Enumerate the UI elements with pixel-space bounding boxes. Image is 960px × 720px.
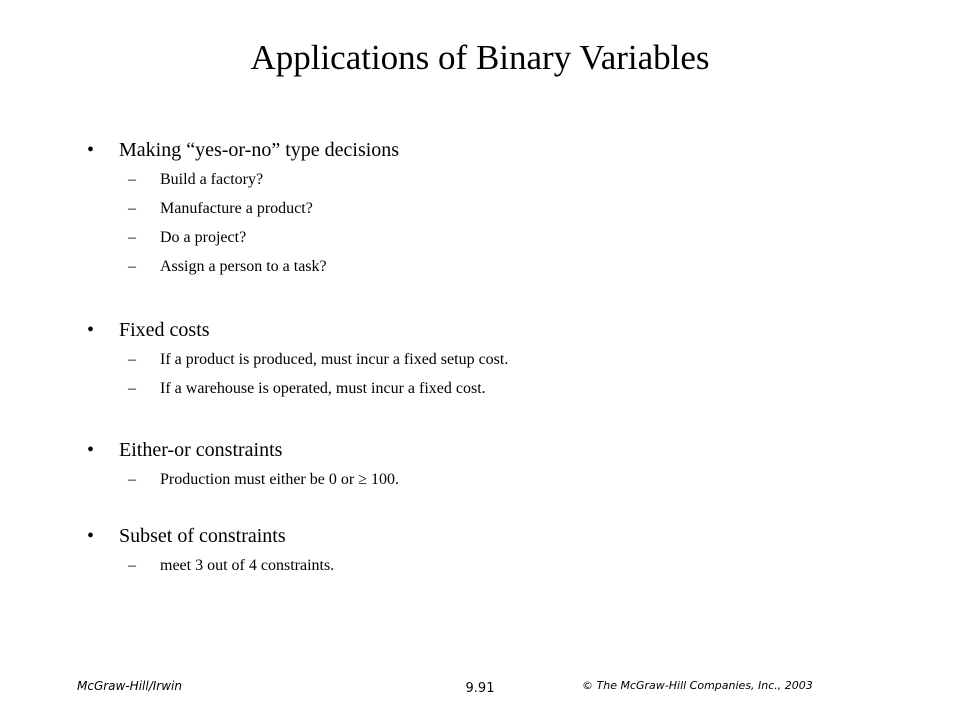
sub-item-text: If a product is produced, must incur a fixed setup cost.	[160, 351, 509, 368]
sub-item	[0, 194, 960, 223]
sub-item	[0, 165, 960, 194]
bullet-item	[0, 135, 960, 165]
bullet-heading: Making “yes-or-no” type decisions	[119, 139, 400, 161]
slide-title: Applications of Binary Variables	[250, 38, 710, 77]
sub-item-text: meet 3 out of 4 constraints.	[160, 557, 335, 574]
bullet-icon: •	[87, 525, 95, 547]
sub-item-text: Do a project?	[160, 229, 247, 246]
bullet-item	[0, 435, 960, 465]
bullet-icon: •	[87, 319, 95, 341]
sub-item	[0, 551, 960, 580]
footer-copyright: © The McGraw-Hill Companies, Inc., 2003	[582, 679, 813, 692]
dash-icon: –	[128, 229, 136, 246]
dash-icon: –	[128, 351, 136, 368]
section-either-or-constraints	[0, 435, 960, 494]
bullet-item	[0, 521, 960, 551]
bullet-item	[0, 315, 960, 345]
bullet-icon: •	[87, 139, 95, 161]
footer-page-number: 9.91	[465, 681, 495, 696]
bullet-heading: Either-or constraints	[119, 439, 283, 461]
section-yes-no-decisions	[0, 135, 960, 281]
bullet-heading: Fixed costs	[119, 319, 210, 341]
sub-item	[0, 223, 960, 252]
section-subset-of-constraints	[0, 521, 960, 580]
footer-publisher: McGraw-Hill/Irwin	[77, 679, 182, 693]
sub-item	[0, 374, 960, 403]
dash-icon: –	[128, 200, 136, 217]
section-fixed-costs	[0, 315, 960, 403]
dash-icon: –	[128, 557, 136, 574]
sub-item	[0, 465, 960, 494]
sub-item-text: If a warehouse is operated, must incur a fixed cost.	[160, 380, 486, 397]
dash-icon: –	[128, 380, 136, 397]
sub-item-text: Production must either be 0 or ≥ 100.	[160, 471, 399, 488]
dash-icon: –	[128, 171, 136, 188]
dash-icon: –	[128, 258, 136, 275]
sub-item	[0, 345, 960, 374]
sub-item-text: Manufacture a product?	[160, 200, 313, 217]
bullet-icon: •	[87, 439, 95, 461]
dash-icon: –	[128, 471, 136, 488]
sub-item	[0, 252, 960, 281]
sub-item-text: Assign a person to a task?	[160, 258, 327, 275]
sub-item-text: Build a factory?	[160, 171, 264, 188]
bullet-heading: Subset of constraints	[119, 525, 286, 547]
